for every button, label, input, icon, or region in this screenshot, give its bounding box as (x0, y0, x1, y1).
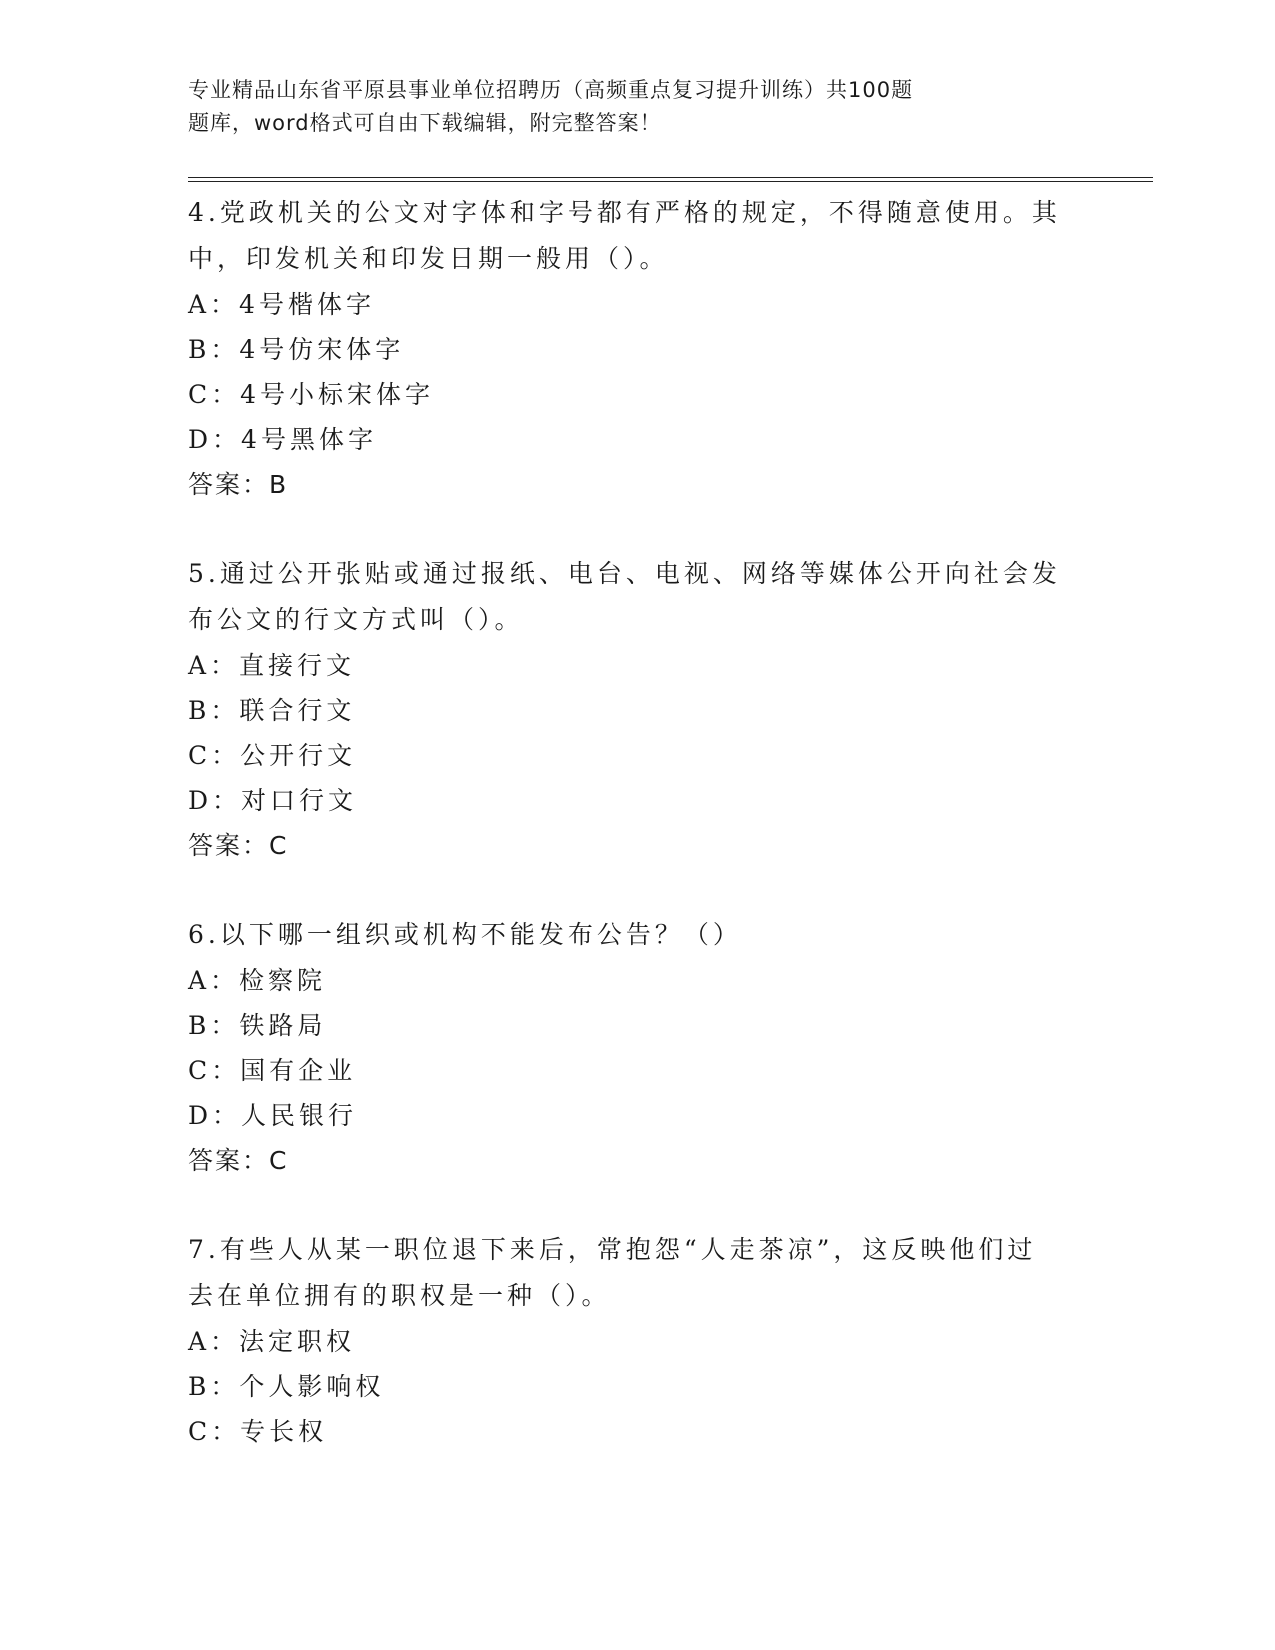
header-line-1: 专业精品山东省平原县事业单位招聘历（高频重点复习提升训练）共100题 (188, 78, 914, 102)
option-c: C：专长权 (188, 1417, 328, 1446)
option-b: B：铁路局 (188, 1011, 327, 1040)
header-divider-top (188, 177, 1153, 178)
option-a: A：法定职权 (188, 1327, 356, 1356)
option-d: D：人民银行 (188, 1101, 358, 1130)
question-6 (188, 912, 1088, 1184)
question-stem-line: 5.通过公开张贴或通过报纸、电台、电视、网络等媒体公开向社会发 (188, 559, 1061, 588)
question-list (188, 190, 1088, 1497)
question-stem-line: 去在单位拥有的职权是一种（）。 (188, 1281, 611, 1310)
option-d: D：4号黑体字 (188, 425, 377, 454)
header-line-2: 题库，word格式可自由下载编辑，附完整答案！ (188, 111, 662, 135)
answer-label: 答案：B (188, 470, 289, 499)
question-stem-line: 中，印发机关和印发日期一般用（）。 (188, 244, 669, 273)
option-a: A：4号楷体字 (188, 290, 375, 319)
option-c: C：公开行文 (188, 741, 357, 770)
question-stem-line: 布公文的行文方式叫（）。 (188, 605, 524, 634)
question-stem-line: 4.党政机关的公文对字体和字号都有严格的规定，不得随意使用。其 (188, 198, 1061, 227)
question-4 (188, 190, 1088, 508)
option-b: B：4号仿宋体字 (188, 335, 405, 364)
answer-label: 答案：C (188, 831, 289, 860)
option-b: B：联合行文 (188, 696, 356, 725)
answer-label: 答案：C (188, 1146, 289, 1175)
header-divider-bottom (188, 181, 1153, 182)
option-c: C：4号小标宋体字 (188, 380, 435, 409)
option-c: C：国有企业 (188, 1056, 357, 1085)
question-7 (188, 1227, 1088, 1454)
option-a: A：检察院 (188, 966, 327, 995)
option-a: A：直接行文 (188, 651, 356, 680)
question-stem-line: 6.以下哪一组织或机构不能发布公告？（） (188, 920, 742, 949)
option-b: B：个人影响权 (188, 1372, 385, 1401)
option-d: D：对口行文 (188, 786, 358, 815)
document-header (188, 74, 1068, 140)
question-stem-line: 7.有些人从某一职位退下来后，常抱怨“人走茶凉”，这反映他们过 (188, 1235, 1037, 1264)
question-5 (188, 551, 1088, 869)
